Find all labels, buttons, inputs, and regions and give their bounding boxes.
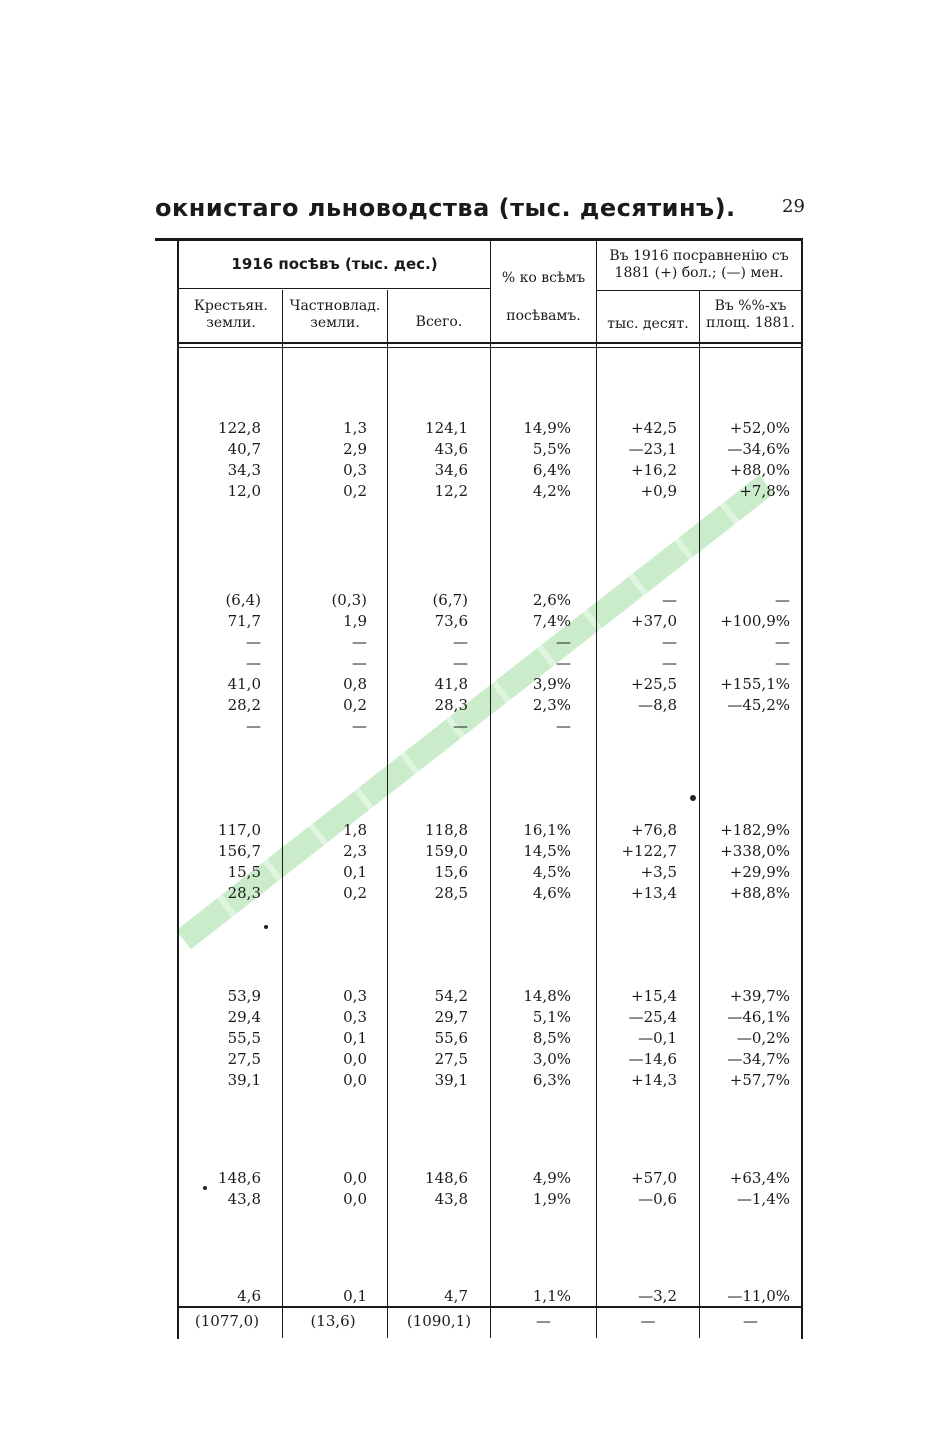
total-pct: — xyxy=(536,1312,551,1330)
cell-peasant: 71,7 xyxy=(227,612,261,630)
cell-diff: — xyxy=(662,633,677,651)
cell-peasant: — xyxy=(246,654,261,672)
cell-diff-pct: +155,1% xyxy=(720,675,790,693)
cell-pct: 14,9% xyxy=(523,419,571,437)
cell-peasant: 39,1 xyxy=(227,1071,261,1089)
cell-pct: 3,9% xyxy=(532,675,571,693)
cell-diff: +13,4 xyxy=(631,884,677,902)
cell-diff-pct: +52,0% xyxy=(729,419,790,437)
cell-private: 0,2 xyxy=(343,884,367,902)
cell-pct: 16,1% xyxy=(523,821,571,839)
cell-diff: —23,1 xyxy=(628,440,677,458)
cell-diff: —0,6 xyxy=(638,1190,677,1208)
cell-pct: 2,6% xyxy=(532,591,571,609)
cell-peasant: 41,0 xyxy=(227,675,261,693)
cell-peasant: — xyxy=(246,633,261,651)
cell-diff-pct: +57,7% xyxy=(729,1071,790,1089)
cell-diff: +14,3 xyxy=(631,1071,677,1089)
cell-diff: —8,8 xyxy=(638,696,677,714)
cell-diff: +76,8 xyxy=(631,821,677,839)
cell-private: 0,1 xyxy=(343,1029,367,1047)
cell-pct: 5,5% xyxy=(532,440,571,458)
cell-diff-pct: +39,7% xyxy=(729,987,790,1005)
cell-peasant: 28,2 xyxy=(227,696,261,714)
cell-peasant: 15,5 xyxy=(227,863,261,881)
cell-private: — xyxy=(352,717,367,735)
cell-peasant: 28,3 xyxy=(227,884,261,902)
cell-private: 2,3 xyxy=(343,842,367,860)
cell-diff-pct: —0,2% xyxy=(736,1029,790,1047)
cell-private: 0,8 xyxy=(343,675,367,693)
cell-total: 43,6 xyxy=(434,440,468,458)
cell-diff: —3,2 xyxy=(638,1287,677,1305)
cell-diff: +16,2 xyxy=(631,461,677,479)
cell-pct: — xyxy=(556,717,571,735)
header-compare: Въ 1916 посравненію съ 1881 (+) бол.; (—) мен. xyxy=(609,248,789,281)
cell-peasant: 148,6 xyxy=(218,1169,261,1187)
cell-pct: 2,3% xyxy=(532,696,571,714)
cell-total: 28,5 xyxy=(434,884,468,902)
cell-diff-pct: —34,7% xyxy=(727,1050,790,1068)
cell-diff-pct: +338,0% xyxy=(720,842,790,860)
cell-diff: — xyxy=(662,654,677,672)
cell-diff: +25,5 xyxy=(631,675,677,693)
cell-diff: +0,9 xyxy=(640,482,677,500)
cell-total: 73,6 xyxy=(434,612,468,630)
header-pct-area: Въ %%-хъ площ. 1881. xyxy=(706,298,795,331)
cell-diff-pct: —46,1% xyxy=(727,1008,790,1026)
cell-diff-pct: —34,6% xyxy=(727,440,790,458)
cell-diff: +42,5 xyxy=(631,419,677,437)
cell-private: 0,3 xyxy=(343,1008,367,1026)
cell-pct: 14,5% xyxy=(523,842,571,860)
total-diff-pct: — xyxy=(743,1312,758,1330)
cell-diff: +3,5 xyxy=(640,863,677,881)
cell-diff-pct: —1,4% xyxy=(736,1190,790,1208)
cell-total: — xyxy=(453,633,468,651)
cell-private: 0,0 xyxy=(343,1071,367,1089)
cell-diff: —25,4 xyxy=(628,1008,677,1026)
cell-peasant: 29,4 xyxy=(227,1008,261,1026)
cell-peasant: 34,3 xyxy=(227,461,261,479)
cell-private: 0,0 xyxy=(343,1050,367,1068)
cell-total: 159,0 xyxy=(425,842,468,860)
page-number: 29 xyxy=(782,196,805,217)
cell-total: 4,7 xyxy=(444,1287,468,1305)
cell-diff-pct: +88,0% xyxy=(729,461,790,479)
cell-diff: +122,7 xyxy=(621,842,677,860)
cell-private: 2,9 xyxy=(343,440,367,458)
cell-peasant: 117,0 xyxy=(218,821,261,839)
ink-speck xyxy=(690,795,696,801)
cell-total: — xyxy=(453,717,468,735)
cell-total: (6,7) xyxy=(432,591,468,609)
header-mid-rule xyxy=(177,288,490,289)
header-total: Всего. xyxy=(415,314,463,330)
cell-peasant: 55,5 xyxy=(227,1029,261,1047)
cell-private: 1,3 xyxy=(343,419,367,437)
cell-peasant: 40,7 xyxy=(227,440,261,458)
cell-pct: 4,6% xyxy=(532,884,571,902)
cell-diff: +15,4 xyxy=(631,987,677,1005)
cell-peasant: 43,8 xyxy=(227,1190,261,1208)
cell-total: 29,7 xyxy=(434,1008,468,1026)
header-peasant: Крестьян. земли. xyxy=(194,298,268,331)
cell-diff-pct: — xyxy=(775,591,790,609)
cell-total: 12,2 xyxy=(434,482,468,500)
cell-private: 0,3 xyxy=(343,987,367,1005)
header-percent-all-2: посѣвамъ. xyxy=(506,308,581,324)
cell-diff-pct: —11,0% xyxy=(727,1287,790,1305)
cell-pct: 4,9% xyxy=(532,1169,571,1187)
cell-pct: 3,0% xyxy=(532,1050,571,1068)
cell-pct: 5,1% xyxy=(532,1008,571,1026)
header-private: Частновлад. земли. xyxy=(289,298,381,331)
cell-diff: +37,0 xyxy=(631,612,677,630)
cell-pct: 8,5% xyxy=(532,1029,571,1047)
cell-diff-pct: +63,4% xyxy=(729,1169,790,1187)
cell-total: 34,6 xyxy=(434,461,468,479)
cell-private: (0,3) xyxy=(331,591,367,609)
cell-peasant: 12,0 xyxy=(227,482,261,500)
cell-private: 0,3 xyxy=(343,461,367,479)
cell-diff-pct: — xyxy=(775,654,790,672)
flax-table xyxy=(155,238,803,1340)
cell-private: — xyxy=(352,633,367,651)
cell-total: 148,6 xyxy=(425,1169,468,1187)
cell-private: 0,1 xyxy=(343,863,367,881)
cell-private: 0,2 xyxy=(343,696,367,714)
cell-pct: 6,4% xyxy=(532,461,571,479)
cell-pct: 7,4% xyxy=(532,612,571,630)
cell-pct: 4,2% xyxy=(532,482,571,500)
total-peasant: (1077,0) xyxy=(194,1312,260,1330)
col-line-right xyxy=(801,241,803,1339)
cell-total: 124,1 xyxy=(425,419,468,437)
cell-total: 27,5 xyxy=(434,1050,468,1068)
cell-private: 0,1 xyxy=(343,1287,367,1305)
total-diff: — xyxy=(640,1312,656,1330)
cell-private: 0,2 xyxy=(343,482,367,500)
cell-diff: —0,1 xyxy=(638,1029,677,1047)
cell-private: 1,9 xyxy=(343,612,367,630)
cell-peasant: — xyxy=(246,717,261,735)
cell-diff-pct: +29,9% xyxy=(729,863,790,881)
cell-pct: — xyxy=(556,633,571,651)
cell-diff: —14,6 xyxy=(628,1050,677,1068)
cell-peasant: 122,8 xyxy=(218,419,261,437)
header-percent-all: % ко всѣмъ xyxy=(501,270,586,286)
cell-private: — xyxy=(352,654,367,672)
cell-private: 0,0 xyxy=(343,1169,367,1187)
header-k-desyat: тыс. десят. xyxy=(607,316,689,332)
cell-pct: 6,3% xyxy=(532,1071,571,1089)
cell-total: 41,8 xyxy=(434,675,468,693)
cell-peasant: 156,7 xyxy=(218,842,261,860)
cell-diff-pct: —45,2% xyxy=(727,696,790,714)
cell-pct: 1,1% xyxy=(532,1287,571,1305)
page-title: окнистаго льноводства (тыс. десятинъ). xyxy=(155,194,736,222)
cell-pct: 14,8% xyxy=(523,987,571,1005)
cell-total: 118,8 xyxy=(425,821,468,839)
ink-speck xyxy=(203,1186,207,1190)
top-rule xyxy=(155,238,803,241)
cell-total: 43,8 xyxy=(434,1190,468,1208)
total-total: (1090,1) xyxy=(406,1312,472,1330)
ink-speck xyxy=(264,925,268,929)
cell-total: 28,3 xyxy=(434,696,468,714)
cell-peasant: (6,4) xyxy=(225,591,261,609)
cell-total: — xyxy=(453,654,468,672)
cell-total: 15,6 xyxy=(434,863,468,881)
cell-diff: — xyxy=(662,591,677,609)
total-private: (13,6) xyxy=(310,1312,356,1330)
cell-pct: 1,9% xyxy=(532,1190,571,1208)
cell-diff-pct: +100,9% xyxy=(720,612,790,630)
cell-total: 54,2 xyxy=(434,987,468,1005)
cell-peasant: 4,6 xyxy=(237,1287,261,1305)
cell-private: 0,0 xyxy=(343,1190,367,1208)
cell-pct: 4,5% xyxy=(532,863,571,881)
header-sown-1916: 1916 посѣвъ (тыс. дес.) xyxy=(231,255,438,273)
cell-diff: +57,0 xyxy=(631,1169,677,1187)
cell-total: 55,6 xyxy=(434,1029,468,1047)
cell-private: 1,8 xyxy=(343,821,367,839)
cell-peasant: 53,9 xyxy=(227,987,261,1005)
cell-peasant: 27,5 xyxy=(227,1050,261,1068)
cell-diff-pct: +7,8% xyxy=(739,482,790,500)
cell-diff-pct: — xyxy=(775,633,790,651)
cell-pct: — xyxy=(556,654,571,672)
cell-diff-pct: +88,8% xyxy=(729,884,790,902)
cell-total: 39,1 xyxy=(434,1071,468,1089)
cell-diff-pct: +182,9% xyxy=(720,821,790,839)
